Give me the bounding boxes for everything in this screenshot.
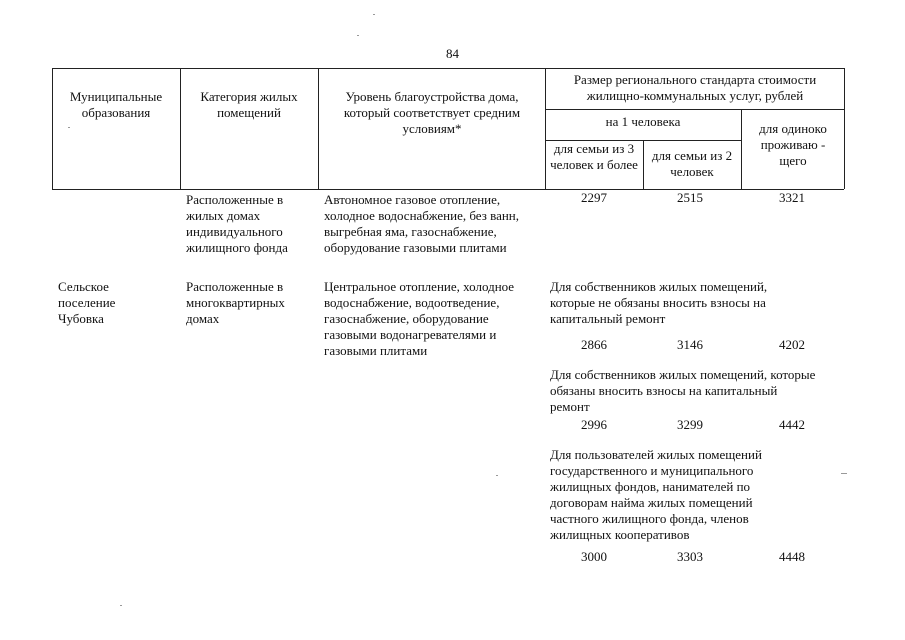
row1-value-family2: 2515 xyxy=(677,190,703,205)
header-standard-size: Размер регионального стандарта стоимости жилищно-коммунальных услуг, рублей xyxy=(573,72,817,103)
group3-value-single: 4448 xyxy=(779,549,805,564)
group3-value-family3: 3000 xyxy=(581,549,607,564)
scan-speck xyxy=(496,475,498,476)
group1-label: Для собственников жилых помещений, которые не обязаны вносить взносы на капитальный ремонт xyxy=(550,279,768,326)
scan-speck xyxy=(68,127,70,128)
header-family-2: для семьи из 2 человек xyxy=(651,148,733,179)
scan-speck xyxy=(120,605,122,606)
group3-value-family2: 3303 xyxy=(677,549,703,564)
group2-label: Для собственников жилых помещений, которые обязаны вносить взносы на капитальный ремонт xyxy=(550,367,816,414)
row1-category: Расположенные в жилых домах индивидуального жилищного фонда xyxy=(186,192,288,255)
group2-value-family3: 2996 xyxy=(581,417,607,432)
group1-value-family3: 2866 xyxy=(581,337,607,352)
header-municipalities: Муниципальные образования xyxy=(69,89,163,120)
row1-value-family3: 2297 xyxy=(581,190,607,205)
group3-label: Для пользователей жилых помещений государственного и муниципального жилищных фондов, нанимателей по договорам найма жилых помещений частного жилищного фонда, членов жилищных кооперативов xyxy=(550,447,762,542)
group1-value-single: 4202 xyxy=(779,337,805,352)
row2-level: Центральное отопление, холодное водоснабжение, водоотведение, газоснабжение, оборудование газовыми водонагревателями и газовыми плитами xyxy=(324,279,515,358)
page-number: 84 xyxy=(446,46,459,61)
header-family-3: для семьи из 3 человек и более xyxy=(550,141,638,172)
header-per-person: на 1 человека xyxy=(605,114,681,129)
row1-value-single: 3321 xyxy=(779,190,805,205)
row2-category: Расположенные в многоквартирных домах xyxy=(186,279,285,326)
header-level: Уровень благоустройства дома, который соответствует средним условиям* xyxy=(343,89,521,136)
group1-value-family2: 3146 xyxy=(677,337,703,352)
header-single: для одиноко проживаю - щего xyxy=(759,121,827,168)
scan-speck xyxy=(841,473,847,474)
scan-speck xyxy=(357,35,359,36)
scan-speck xyxy=(373,14,375,15)
header-category: Категория жилых помещений xyxy=(200,89,298,120)
group2-value-family2: 3299 xyxy=(677,417,703,432)
row1-level: Автономное газовое отопление, холодное водоснабжение, без ванн, выгребная яма, газоснабжение, оборудование газовыми плитами xyxy=(324,192,520,255)
row2-municipality: Сельское поселение Чубовка xyxy=(58,279,116,326)
group2-value-single: 4442 xyxy=(779,417,805,432)
